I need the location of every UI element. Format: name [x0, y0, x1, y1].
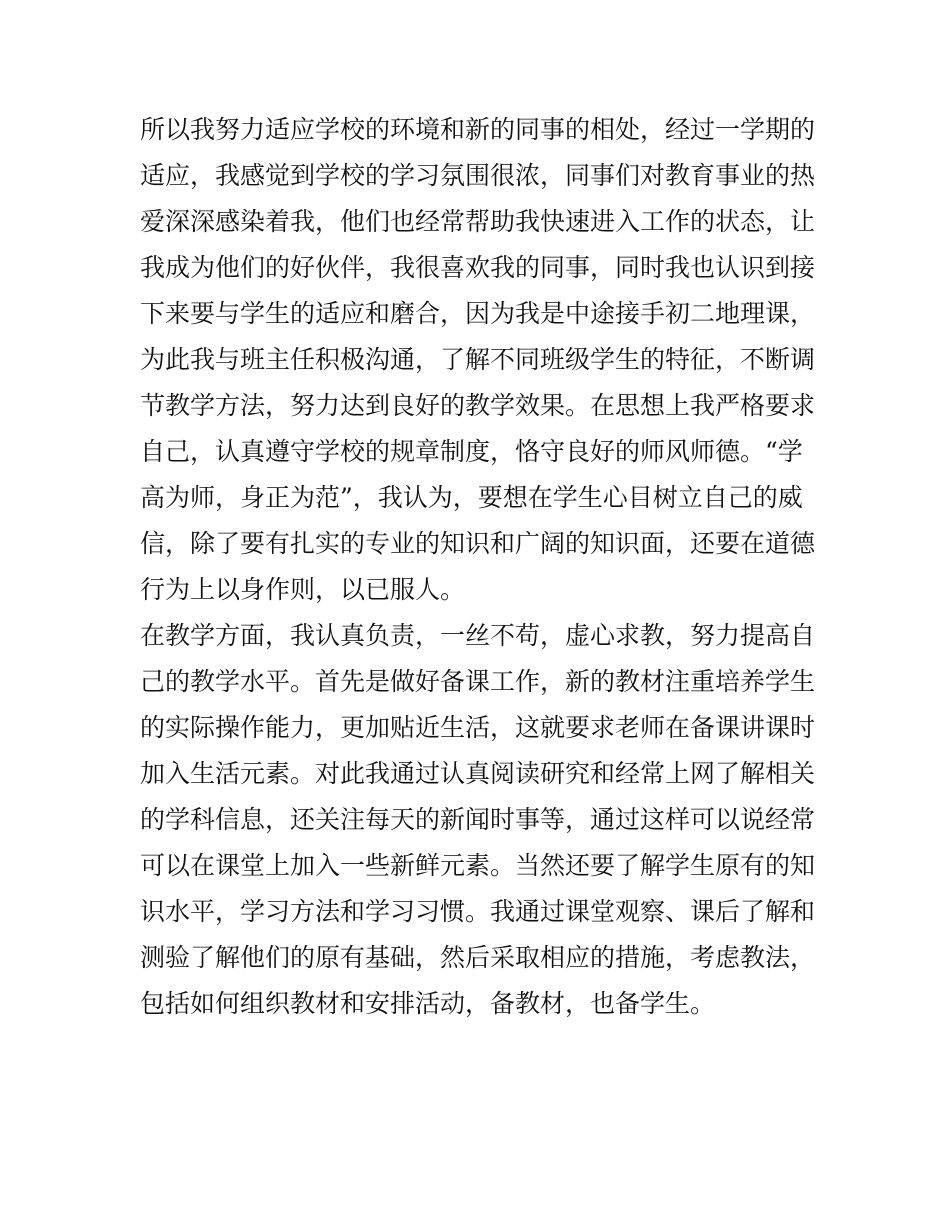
- text-line: 下来要与学生的适应和磨合，因为我是中途接手初二地理课，: [140, 299, 815, 328]
- text-line: 可以在课堂上加入一些新鲜元素。当然还要了解学生原有的知: [140, 851, 815, 880]
- text-line: 包括如何组织教材和安排活动，备教材，也备学生。: [140, 989, 716, 1018]
- text-line: 在教学方面，我认真负责，一丝不苟，虚心求教，努力提高自: [140, 621, 815, 650]
- text-line: 信，除了要有扎实的专业的知识和广阔的知识面，还要在道德: [140, 529, 815, 558]
- text-line: 所以我努力适应学校的环境和新的同事的相处，经过一学期的: [140, 115, 815, 144]
- text-line: 适应，我感觉到学校的学习氛围很浓，同事们对教育事业的热: [140, 161, 815, 190]
- text-line: 识水平，学习方法和学习习惯。我通过课堂观察、课后了解和: [140, 897, 815, 926]
- text-line: 行为上以身作则，以已服人。: [140, 575, 466, 604]
- body-text: [140, 107, 815, 1027]
- text-line: 为此我与班主任积极沟通，了解不同班级学生的特征，不断调: [140, 345, 815, 374]
- text-line: 爱深深感染着我，他们也经常帮助我快速进入工作的状态，让: [140, 207, 815, 236]
- text-line: 加入生活元素。对此我通过认真阅读研究和经常上网了解相关: [140, 759, 815, 788]
- text-line: 高为师，身正为范”，我认为，要想在学生心目树立自己的威: [140, 483, 803, 512]
- text-line: 自己，认真遵守学校的规章制度，恪守良好的师风师德。“学: [140, 437, 803, 466]
- text-line: 我成为他们的好伙伴，我很喜欢我的同事，同时我也认识到接: [140, 253, 815, 282]
- text-line: 测验了解他们的原有基础，然后采取相应的措施，考虑教法，: [140, 943, 815, 972]
- text-line: 的实际操作能力，更加贴近生活，这就要求老师在备课讲课时: [140, 713, 815, 742]
- text-line: 的学科信息，还关注每天的新闻时事等，通过这样可以说经常: [140, 805, 815, 834]
- text-line: 节教学方法，努力达到良好的教学效果。在思想上我严格要求: [140, 391, 815, 420]
- text-line: 己的教学水平。首先是做好备课工作，新的教材注重培养学生: [140, 667, 815, 696]
